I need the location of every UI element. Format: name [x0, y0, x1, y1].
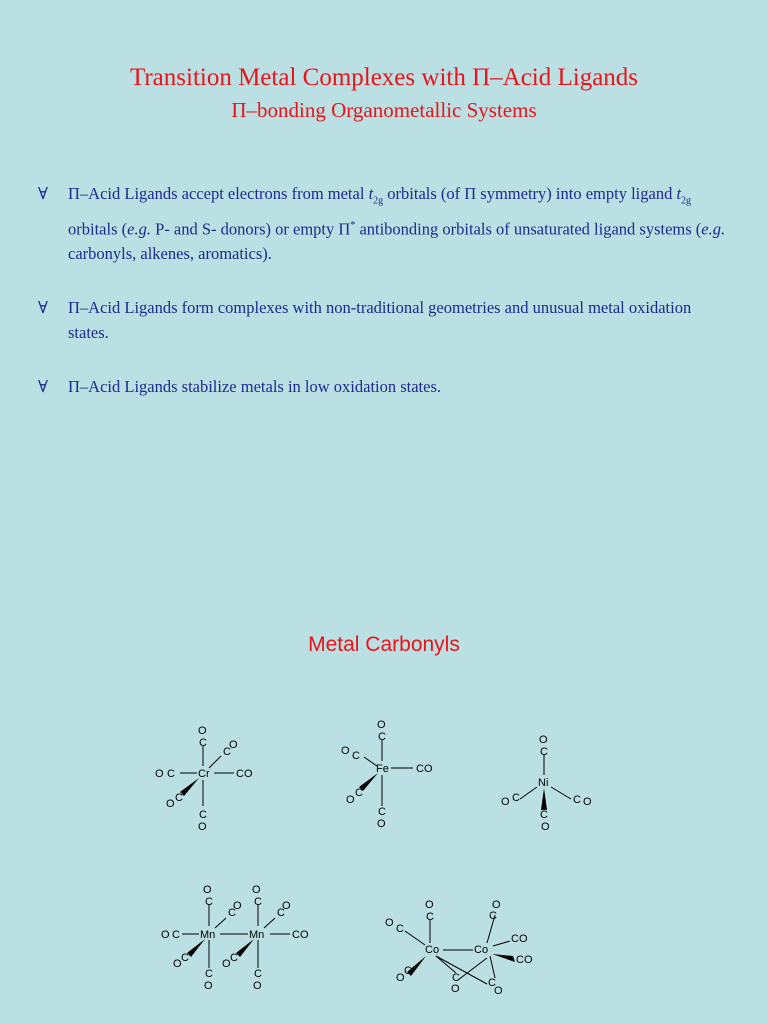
- svg-text:C: C: [175, 792, 183, 804]
- svg-text:O: O: [425, 899, 434, 911]
- svg-text:O: O: [222, 958, 231, 970]
- svg-text:Ni: Ni: [538, 777, 549, 789]
- svg-text:O: O: [346, 794, 355, 806]
- svg-text:C: C: [378, 731, 386, 743]
- svg-text:Cr: Cr: [198, 768, 210, 780]
- svg-text:C: C: [228, 907, 236, 919]
- svg-text:C: C: [489, 910, 497, 922]
- svg-text:O: O: [252, 884, 261, 896]
- svg-text:O: O: [253, 980, 262, 992]
- svg-text:C: C: [254, 896, 262, 908]
- svg-text:C: C: [205, 968, 213, 980]
- svg-text:O: O: [233, 900, 242, 912]
- bullet-item: [38, 375, 728, 400]
- svg-text:O: O: [583, 796, 592, 808]
- co2-co8-structure: [385, 899, 533, 997]
- svg-text:CO: CO: [511, 933, 528, 945]
- bullet-item: [38, 182, 728, 266]
- section-heading: Metal Carbonyls: [308, 633, 460, 656]
- svg-text:O: O: [539, 734, 548, 746]
- svg-text:C: C: [223, 746, 231, 758]
- svg-text:O: O: [161, 929, 170, 941]
- svg-text:C: C: [452, 972, 460, 984]
- svg-text:O: O: [203, 884, 212, 896]
- svg-text:C: C: [181, 952, 189, 964]
- svg-text:O: O: [396, 972, 405, 984]
- svg-text:O: O: [204, 980, 213, 992]
- bullet-text: Π–Acid Ligands stabilize metals in low oxidation states.: [68, 377, 442, 397]
- svg-text:O: O: [282, 900, 291, 912]
- svg-text:C: C: [540, 746, 548, 758]
- bullet-mark: ∀: [38, 298, 48, 318]
- svg-text:O: O: [377, 719, 386, 731]
- bullet-list: [38, 182, 728, 430]
- svg-text:C: C: [277, 907, 285, 919]
- svg-text:CO: CO: [416, 763, 433, 775]
- slide-title: Transition Metal Complexes with Π–Acid Ligands: [129, 64, 639, 91]
- svg-text:C: C: [404, 965, 412, 977]
- svg-text:O: O: [173, 958, 182, 970]
- svg-text:O: O: [501, 796, 510, 808]
- svg-text:C: C: [355, 787, 363, 799]
- bullet-mark: ∀: [38, 184, 48, 203]
- svg-text:O: O: [198, 821, 207, 833]
- svg-text:C: C: [230, 952, 238, 964]
- cr-co6-structure: [155, 725, 253, 833]
- svg-text:O: O: [166, 798, 175, 810]
- svg-text:C: C: [426, 911, 434, 923]
- svg-text:O: O: [229, 739, 238, 751]
- metal-carbonyl-structures: [0, 700, 768, 1024]
- svg-text:C: C: [378, 806, 386, 818]
- svg-text:O: O: [155, 768, 164, 780]
- svg-text:C: C: [352, 750, 360, 762]
- svg-text:Co: Co: [425, 944, 440, 956]
- svg-text:CO: CO: [292, 929, 309, 941]
- slide-subtitle: Π–bonding Organometallic Systems: [231, 98, 537, 122]
- bullet-text: Π–Acid Ligands form complexes with non-traditional geometries and unusual metal oxidation states.: [68, 298, 692, 342]
- bullet-mark: ∀: [38, 377, 48, 397]
- svg-text:CO: CO: [236, 768, 253, 780]
- svg-text:C: C: [167, 768, 175, 780]
- ni-co4-structure: [501, 734, 592, 833]
- svg-text:C: C: [199, 809, 207, 821]
- svg-text:O: O: [341, 745, 350, 757]
- svg-text:C: C: [254, 968, 262, 980]
- bullet-text: Π–Acid Ligands accept electrons from metal $t_{2g}$ orbitals (of Π symmetry) into empty ligand $t_{2g}$ orbitals (e.g. P- and S- donors) or empty Π* antibonding orbitals of unsaturated ligand systems (e.g. carbonyls, alkenes, aromatics).: [68, 184, 726, 263]
- svg-text:C: C: [199, 737, 207, 749]
- svg-text:C: C: [512, 792, 520, 804]
- mn2-co10-structure: [161, 884, 309, 992]
- svg-text:O: O: [377, 818, 386, 830]
- svg-text:Mn: Mn: [200, 929, 216, 941]
- svg-text:O: O: [198, 725, 207, 737]
- svg-text:Fe: Fe: [376, 763, 389, 775]
- svg-text:C: C: [573, 794, 581, 806]
- svg-text:C: C: [540, 809, 548, 821]
- svg-text:O: O: [492, 899, 501, 911]
- svg-text:Co: Co: [474, 944, 489, 956]
- bullet-item: [38, 296, 728, 345]
- svg-text:C: C: [172, 929, 180, 941]
- svg-text:C: C: [488, 977, 496, 989]
- svg-text:C: C: [205, 896, 213, 908]
- svg-text:O: O: [541, 821, 550, 833]
- fe-co5-structure: [341, 719, 433, 830]
- svg-text:C: C: [396, 923, 404, 935]
- svg-text:CO: CO: [516, 954, 533, 966]
- svg-text:O: O: [494, 985, 503, 997]
- svg-text:Mn: Mn: [249, 929, 265, 941]
- svg-text:O: O: [385, 917, 394, 929]
- svg-text:O: O: [451, 983, 460, 995]
